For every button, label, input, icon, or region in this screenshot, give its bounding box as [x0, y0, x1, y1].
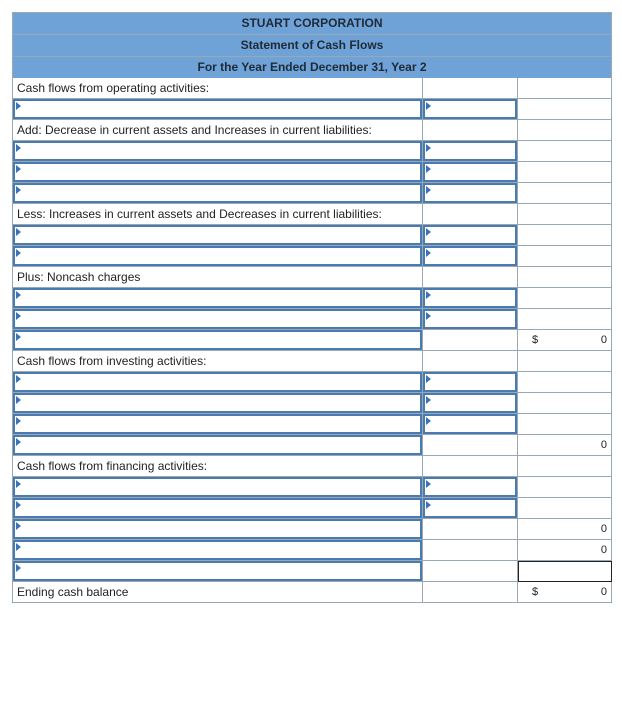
- dropdown-arrow-icon[interactable]: [16, 186, 21, 194]
- account-dropdown[interactable]: [13, 288, 422, 308]
- dropdown-arrow-icon[interactable]: [16, 312, 21, 320]
- amount-cell: [423, 372, 518, 393]
- dropdown-arrow-icon[interactable]: [16, 564, 21, 572]
- account-dropdown[interactable]: [13, 393, 422, 413]
- amount-input[interactable]: [423, 141, 517, 161]
- amount-cell: [423, 561, 518, 582]
- total-cell: [518, 78, 612, 99]
- amount-cell: [423, 78, 518, 99]
- amount-cell: [423, 498, 518, 519]
- table-row: [12, 498, 612, 519]
- total-cell: [518, 225, 612, 246]
- account-cell: [13, 477, 423, 498]
- total-cell: [518, 309, 612, 330]
- row-label: Cash flows from operating activities:: [13, 78, 423, 99]
- amount-cell: [423, 540, 518, 561]
- table-row: [12, 393, 612, 414]
- account-dropdown[interactable]: [13, 162, 422, 182]
- table-row: [12, 246, 612, 267]
- account-dropdown[interactable]: [13, 561, 422, 581]
- amount-input[interactable]: [423, 183, 517, 203]
- row-label: Add: Decrease in current assets and Increases in current liabilities:: [13, 120, 423, 141]
- table-row: [12, 414, 612, 435]
- total-cell: [518, 99, 612, 120]
- total-cell: [518, 519, 612, 540]
- amount-input[interactable]: [423, 498, 517, 518]
- total-cell: [518, 582, 612, 603]
- dropdown-arrow-icon[interactable]: [16, 501, 21, 509]
- amount-cell: [423, 267, 518, 288]
- amount-cell: [423, 204, 518, 225]
- row-label: Cash flows from investing activities:: [13, 351, 423, 372]
- account-cell: [13, 372, 423, 393]
- table-row: [12, 582, 612, 603]
- input-marker-icon: [426, 480, 431, 488]
- input-marker-icon: [426, 396, 431, 404]
- dropdown-arrow-icon[interactable]: [16, 480, 21, 488]
- dropdown-arrow-icon[interactable]: [16, 522, 21, 530]
- amount-cell: [423, 246, 518, 267]
- dropdown-arrow-icon[interactable]: [16, 291, 21, 299]
- total-cell: [518, 414, 612, 435]
- table-row: [12, 288, 612, 309]
- account-dropdown[interactable]: [13, 99, 422, 119]
- table-row: [12, 330, 612, 351]
- amount-input[interactable]: [423, 288, 517, 308]
- amount-input[interactable]: [423, 99, 517, 119]
- account-dropdown[interactable]: [13, 246, 422, 266]
- currency-symbol: $: [532, 586, 539, 598]
- table-row: [12, 204, 612, 225]
- account-dropdown[interactable]: [13, 414, 422, 434]
- account-dropdown[interactable]: [13, 330, 422, 350]
- table-row: [12, 120, 612, 141]
- table-row: [12, 477, 612, 498]
- input-marker-icon: [426, 228, 431, 236]
- amount-cell: [423, 225, 518, 246]
- amount-cell: [423, 330, 518, 351]
- input-marker-icon: [426, 375, 431, 383]
- statement-period: For the Year Ended December 31, Year 2: [12, 56, 612, 78]
- dropdown-arrow-icon[interactable]: [16, 543, 21, 551]
- total-cell: [518, 477, 612, 498]
- amount-cell: [423, 582, 518, 603]
- account-cell: [13, 162, 423, 183]
- total-value: 0: [600, 439, 607, 451]
- row-label: Cash flows from financing activities:: [13, 456, 423, 477]
- amount-cell: [423, 309, 518, 330]
- table-row: [12, 267, 612, 288]
- table-row: [12, 309, 612, 330]
- amount-cell: [423, 99, 518, 120]
- account-dropdown[interactable]: [13, 540, 422, 560]
- total-cell: [518, 267, 612, 288]
- dropdown-arrow-icon[interactable]: [16, 165, 21, 173]
- table-row: [12, 351, 612, 372]
- account-cell: [13, 540, 423, 561]
- account-cell: [13, 435, 423, 456]
- total-cell: [518, 561, 612, 582]
- account-cell: [13, 288, 423, 309]
- total-value: 0: [600, 523, 607, 535]
- account-cell: [13, 309, 423, 330]
- statement-title: Statement of Cash Flows: [12, 34, 612, 56]
- account-cell: [13, 498, 423, 519]
- total-value: 0: [600, 334, 607, 346]
- input-marker-icon: [426, 165, 431, 173]
- total-cell: [518, 141, 612, 162]
- account-dropdown[interactable]: [13, 435, 422, 455]
- total-cell: [518, 288, 612, 309]
- account-cell: [13, 561, 423, 582]
- input-marker-icon: [426, 501, 431, 509]
- input-marker-icon: [426, 291, 431, 299]
- amount-cell: [423, 414, 518, 435]
- account-dropdown[interactable]: [13, 309, 422, 329]
- amount-input[interactable]: [423, 246, 517, 266]
- account-dropdown[interactable]: [13, 477, 422, 497]
- total-cell: [518, 183, 612, 204]
- input-marker-icon: [426, 186, 431, 194]
- amount-input[interactable]: [423, 225, 517, 245]
- dropdown-arrow-icon[interactable]: [16, 417, 21, 425]
- table-row: [12, 519, 612, 540]
- total-cell: [518, 204, 612, 225]
- total-cell: [518, 120, 612, 141]
- dropdown-arrow-icon[interactable]: [16, 333, 21, 341]
- dropdown-arrow-icon[interactable]: [16, 249, 21, 257]
- currency-symbol: $: [532, 334, 539, 346]
- table-row: [12, 78, 612, 99]
- dropdown-arrow-icon[interactable]: [16, 228, 21, 236]
- account-dropdown[interactable]: [13, 141, 422, 161]
- total-cell: [518, 393, 612, 414]
- amount-cell: [423, 519, 518, 540]
- table-row: [12, 561, 612, 582]
- table-row: [12, 99, 612, 120]
- amount-cell: [423, 456, 518, 477]
- total-value: 0: [600, 544, 607, 556]
- table-row: [12, 162, 612, 183]
- account-cell: [13, 183, 423, 204]
- account-dropdown[interactable]: [13, 519, 422, 539]
- amount-cell: [423, 162, 518, 183]
- amount-cell: [423, 288, 518, 309]
- amount-input[interactable]: [423, 372, 517, 392]
- amount-cell: [423, 351, 518, 372]
- row-label: Less: Increases in current assets and Decreases in current liabilities:: [13, 204, 423, 225]
- account-cell: [13, 393, 423, 414]
- dropdown-arrow-icon[interactable]: [16, 438, 21, 446]
- input-marker-icon: [426, 144, 431, 152]
- input-marker-icon: [426, 102, 431, 110]
- dropdown-arrow-icon[interactable]: [16, 144, 21, 152]
- input-marker-icon: [426, 312, 431, 320]
- total-cell: [518, 435, 612, 456]
- amount-input[interactable]: [423, 477, 517, 497]
- amount-cell: [423, 120, 518, 141]
- amount-input[interactable]: [423, 414, 517, 434]
- total-cell: [518, 162, 612, 183]
- account-dropdown[interactable]: [13, 372, 422, 392]
- account-dropdown[interactable]: [13, 498, 422, 518]
- dropdown-arrow-icon[interactable]: [16, 102, 21, 110]
- account-cell: [13, 141, 423, 162]
- total-cell: [518, 456, 612, 477]
- total-cell: [518, 540, 612, 561]
- account-dropdown[interactable]: [13, 225, 422, 245]
- table-row: [12, 435, 612, 456]
- account-cell: [13, 225, 423, 246]
- company-name: STUART CORPORATION: [12, 12, 612, 34]
- total-cell: [518, 498, 612, 519]
- table-row: [12, 372, 612, 393]
- account-cell: [13, 330, 423, 351]
- total-cell: [518, 372, 612, 393]
- account-dropdown[interactable]: [13, 183, 422, 203]
- input-marker-icon: [426, 417, 431, 425]
- table-row: [12, 225, 612, 246]
- amount-cell: [423, 477, 518, 498]
- dropdown-arrow-icon[interactable]: [16, 375, 21, 383]
- account-cell: [13, 246, 423, 267]
- row-label: Ending cash balance: [13, 582, 423, 603]
- amount-cell: [423, 435, 518, 456]
- amount-cell: [423, 141, 518, 162]
- table-row: [12, 540, 612, 561]
- total-cell: [518, 246, 612, 267]
- amount-input[interactable]: [423, 393, 517, 413]
- account-cell: [13, 99, 423, 120]
- amount-input[interactable]: [423, 162, 517, 182]
- amount-input[interactable]: [423, 309, 517, 329]
- account-cell: [13, 414, 423, 435]
- dropdown-arrow-icon[interactable]: [16, 396, 21, 404]
- row-label: Plus: Noncash charges: [13, 267, 423, 288]
- input-marker-icon: [426, 249, 431, 257]
- statement-rows: [12, 78, 612, 603]
- total-cell: [518, 330, 612, 351]
- amount-cell: [423, 183, 518, 204]
- table-row: [12, 183, 612, 204]
- total-value: 0: [600, 586, 607, 598]
- table-row: [12, 141, 612, 162]
- cash-flow-statement: [12, 12, 612, 603]
- total-cell: [518, 351, 612, 372]
- amount-cell: [423, 393, 518, 414]
- account-cell: [13, 519, 423, 540]
- table-row: [12, 456, 612, 477]
